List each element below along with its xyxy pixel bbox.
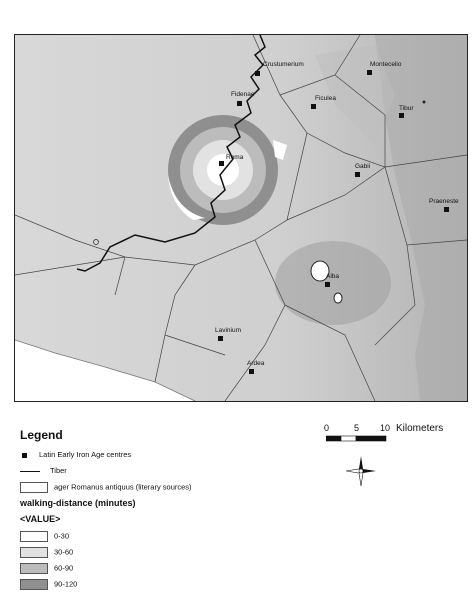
alban-hills bbox=[275, 241, 391, 325]
centre-marker-tibur bbox=[399, 113, 404, 118]
scale-tick-label: 0 bbox=[324, 423, 330, 433]
ager-swatch-icon bbox=[20, 482, 48, 493]
legend-row-centres bbox=[20, 450, 131, 459]
centre-marker-montecelio bbox=[367, 70, 372, 75]
north-arrow-icon bbox=[346, 456, 376, 486]
legend-class-row bbox=[20, 531, 69, 542]
place-label-alba: Alba bbox=[326, 273, 340, 280]
centre-marker-roma bbox=[219, 161, 224, 166]
legend-row-tiber bbox=[20, 466, 67, 475]
legend-class-label: 60-90 bbox=[54, 563, 74, 573]
class-swatch-icon bbox=[20, 563, 48, 574]
legend-centres-label: Latin Early Iron Age centres bbox=[39, 450, 132, 459]
legend-class-label: 0-30 bbox=[54, 531, 70, 541]
place-label-crustumerium: Crustumerium bbox=[263, 61, 304, 68]
scale-bar-graphic bbox=[326, 435, 396, 443]
nemi-lake bbox=[334, 293, 342, 303]
place-label-gabii: Gabii bbox=[355, 163, 371, 170]
centre-marker-crustumerium bbox=[255, 71, 260, 76]
map-frame bbox=[14, 34, 468, 402]
scale-bar bbox=[322, 423, 472, 453]
river-line-icon bbox=[20, 471, 40, 472]
place-label-ficulea: Ficulea bbox=[315, 95, 336, 102]
lake-tibur bbox=[423, 101, 426, 104]
place-label-fidenae: Fidenae bbox=[231, 91, 255, 98]
place-label-montecelio: Montecelio bbox=[370, 61, 402, 68]
legend-class-row bbox=[20, 547, 73, 558]
legend-value-label: <VALUE> bbox=[20, 514, 61, 524]
centre-marker-ficulea bbox=[311, 104, 316, 109]
legend bbox=[20, 428, 320, 589]
legend-title: Legend bbox=[20, 428, 63, 442]
place-label-tibur: Tibur bbox=[399, 105, 414, 112]
legend-walking-title: walking-distance (minutes) bbox=[20, 498, 136, 508]
map-canvas bbox=[15, 35, 467, 401]
centre-marker-lavinium bbox=[218, 336, 223, 341]
place-label-ardea: Ardea bbox=[247, 360, 265, 367]
legend-tiber-label: Tiber bbox=[50, 466, 67, 475]
centre-marker-gabii bbox=[355, 172, 360, 177]
class-swatch-icon bbox=[20, 531, 48, 542]
scale-tick-label: 10 bbox=[380, 423, 391, 433]
place-label-roma: Roma bbox=[226, 154, 244, 161]
class-swatch-icon bbox=[20, 579, 48, 590]
centre-marker-praeneste bbox=[444, 207, 449, 212]
centre-marker-alba bbox=[325, 282, 330, 287]
class-swatch-icon bbox=[20, 547, 48, 558]
centre-marker-fidenae bbox=[237, 101, 242, 106]
place-label-lavinium: Lavinium bbox=[215, 327, 242, 334]
legend-class-row bbox=[20, 579, 77, 590]
legend-class-label: 30-60 bbox=[54, 547, 74, 557]
centre-marker-ardea bbox=[249, 369, 254, 374]
place-label-praeneste: Praeneste bbox=[429, 198, 459, 205]
legend-ager-label: ager Romanus antiquus (literary sources) bbox=[54, 482, 192, 492]
centre-square-icon bbox=[22, 453, 27, 458]
scale-unit-label: Kilometers bbox=[396, 423, 444, 434]
legend-class-label: 90-120 bbox=[54, 579, 78, 589]
legend-row-ager bbox=[20, 482, 192, 493]
scale-tick-label: 5 bbox=[354, 423, 360, 433]
legend-class-row bbox=[20, 563, 73, 574]
